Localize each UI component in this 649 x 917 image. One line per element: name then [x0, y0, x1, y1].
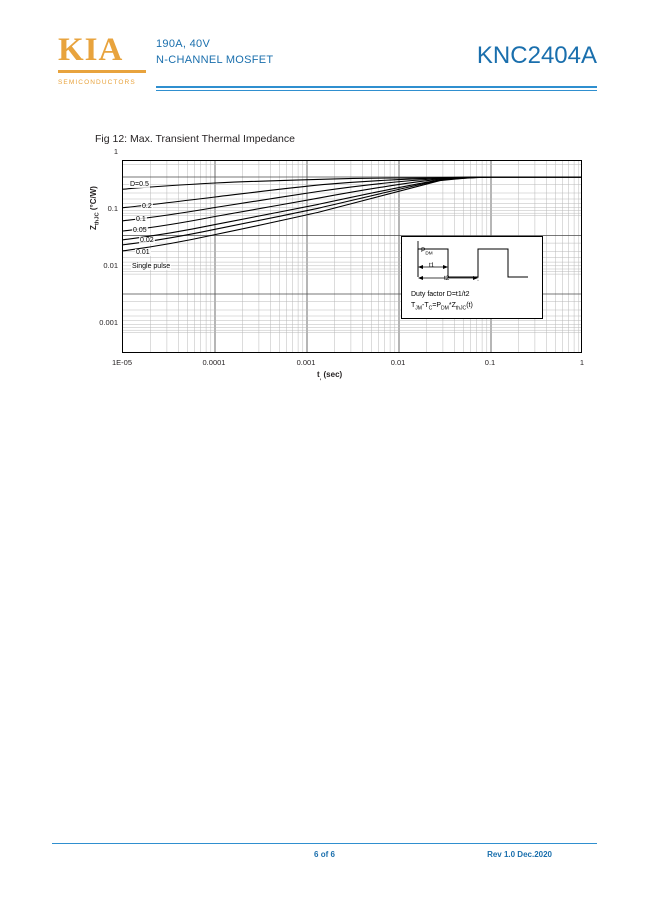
y-tick-001: 0.01	[103, 261, 118, 270]
header-rule-thin	[156, 90, 597, 91]
x-tick-1: 1	[579, 358, 585, 367]
footer-rule	[52, 843, 597, 844]
inset-t2-label: t2	[444, 275, 450, 282]
pulse-waveform-inset	[401, 236, 543, 319]
x-tick-1e-05: 1E-05	[111, 358, 132, 367]
curve-label-01: 0.1	[136, 216, 146, 223]
x-tick-0.1: 0.1	[484, 358, 496, 367]
page-header	[0, 0, 649, 100]
figure-title: Fig 12: Max. Transient Thermal Impedance	[95, 133, 295, 145]
inset-duty-factor-text: Duty factor D=t1/t2	[411, 291, 470, 298]
device-type-text: N-CHANNEL MOSFET	[156, 54, 274, 66]
plot-area	[122, 160, 582, 353]
curve-label-d05: D=0.5	[130, 181, 149, 188]
inset-t1-label: t1	[429, 262, 435, 269]
x-tick-0.0001: 0.0001	[202, 358, 226, 367]
x-tick-0.001: 0.001	[296, 358, 316, 367]
logo-underline	[58, 70, 146, 73]
device-rating-text: 190A, 40V	[156, 38, 211, 50]
y-tick-1: 0.001	[99, 318, 118, 327]
inset-formula-text: $T_{JM}-T_C=P_{DM}*Z_{thJC}(t)$	[411, 302, 473, 312]
curve-label-single-pulse: Single pulse	[132, 263, 171, 270]
y-axis-title: $Z_{thJC}$ (°C/W)	[89, 186, 101, 230]
part-number: KNC2404A	[476, 42, 597, 69]
curve-label-005: 0.05	[133, 227, 147, 234]
curve-label-02: 0.2	[142, 203, 152, 210]
x-axis-title: $t_,$ (sec)	[317, 370, 343, 382]
logo-subtitle: SEMICONDUCTORS	[58, 79, 136, 86]
revision-text: Rev 1.0 Dec.2020	[487, 850, 552, 859]
y-tick-01: 0.1	[107, 204, 118, 213]
curve-label-002: 0.02	[140, 237, 154, 244]
x-tick-0.01: 0.01	[390, 358, 406, 367]
page-number: 6 of 6	[314, 850, 335, 859]
thermal-impedance-chart	[89, 147, 595, 382]
y-tick-10: 1	[113, 147, 118, 156]
header-rule-thick	[156, 86, 597, 88]
kia-logo: KIA	[58, 32, 124, 68]
curve-label-001: 0.01	[136, 249, 150, 256]
inset-pdm-label: $P_{DM}$	[421, 247, 433, 256]
